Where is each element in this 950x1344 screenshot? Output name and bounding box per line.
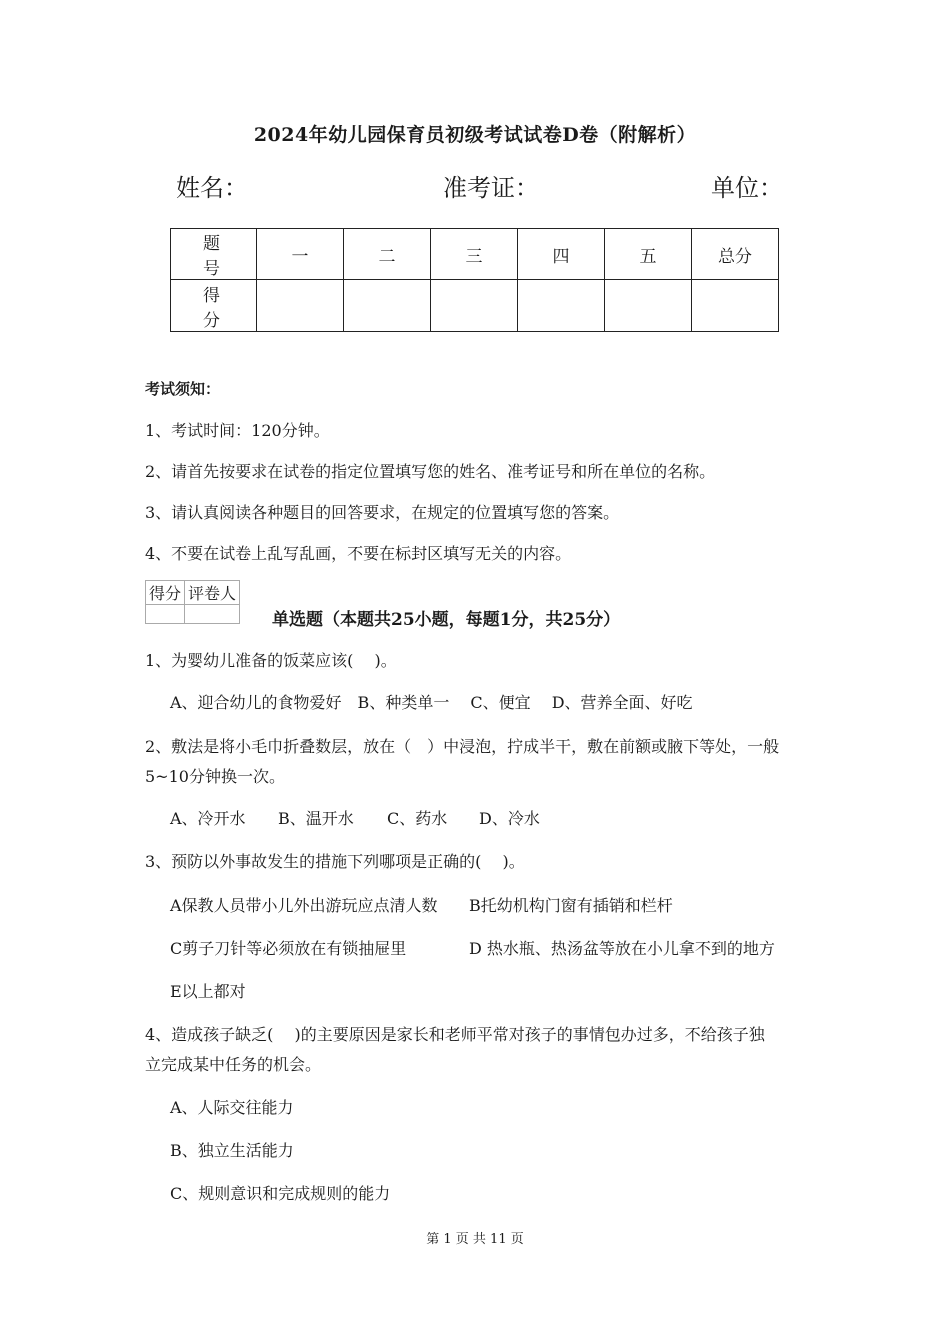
score-cell-3 <box>431 280 518 332</box>
name-label: 姓名： <box>176 174 248 202</box>
notice-item-3: 3、请认真阅读各种题目的回答要求，在规定的位置填写您的答案。 <box>145 503 620 522</box>
question-3: 3、预防以外事故发生的措施下列哪项是正确的( )。 <box>145 852 525 871</box>
question-4-line-2: 立完成某中任务的机会。 <box>145 1055 322 1074</box>
grader-box <box>145 580 240 624</box>
header-cell-5: 五 <box>605 229 692 280</box>
question-3-option-d: D 热水瓶、热汤盆等放在小儿拿不到的地方 <box>469 939 775 958</box>
section-title: 单选题（本题共25小题，每题1分，共25分） <box>272 610 621 630</box>
header-cell-3: 三 <box>431 229 518 280</box>
header-cell-total: 总分 <box>692 229 779 280</box>
page-footer: 第 1 页 共 11 页 <box>426 1232 524 1247</box>
unit-label: 单位： <box>711 174 783 202</box>
question-4-option-a: A、人际交往能力 <box>170 1098 294 1117</box>
score-table-score-row <box>171 280 779 332</box>
notice-item-4: 4、不要在试卷上乱写乱画，不要在标封区填写无关的内容。 <box>145 544 572 563</box>
header-cell-question-no: 题 号 <box>171 229 257 280</box>
notice-item-1: 1、考试时间：120分钟。 <box>145 421 330 440</box>
question-2-option-a: A、冷开水 <box>170 809 246 828</box>
grader-box-grader-cell <box>185 605 240 624</box>
header-cell-1: 一 <box>257 229 344 280</box>
question-3-option-e: E以上都对 <box>170 982 246 1001</box>
score-table <box>170 228 779 332</box>
notice-heading: 考试须知： <box>145 380 221 398</box>
grader-box-grader-label: 评卷人 <box>185 581 240 605</box>
question-2-option-b: B、温开水 <box>278 809 354 828</box>
question-2-option-d: D、冷水 <box>479 809 540 828</box>
question-2-line-1: 2、敷法是将小毛巾折叠数层，放在（ ）中浸泡，拧成半干，敷在前额或腋下等处，一般 <box>145 737 780 756</box>
question-3-option-b: B托幼机构门窗有插销和栏杆 <box>469 896 673 915</box>
question-2-line-2: 5~10分钟换一次。 <box>145 767 285 786</box>
score-cell-total <box>692 280 779 332</box>
score-table-header-row <box>171 229 779 280</box>
question-3-option-c: C剪子刀针等必须放在有锁抽屉里 <box>170 939 407 958</box>
question-4-option-b: B、独立生活能力 <box>170 1141 294 1160</box>
score-row-label: 得 分 <box>171 280 257 332</box>
question-2-option-c: C、药水 <box>387 809 448 828</box>
grader-box-score-cell <box>146 605 185 624</box>
header-cell-4: 四 <box>518 229 605 280</box>
question-1-options: A、迎合幼儿的食物爱好 B、种类单一 C、便宜 D、营养全面、好吃 <box>170 693 693 712</box>
score-cell-4 <box>518 280 605 332</box>
grader-box-score-label: 得分 <box>146 581 185 605</box>
exam-number-label: 准考证： <box>443 174 539 202</box>
page-title: 2024年幼儿园保育员初级考试试卷D卷（附解析） <box>253 124 697 146</box>
question-1: 1、为婴幼儿准备的饭菜应该( )。 <box>145 651 397 670</box>
score-cell-2 <box>344 280 431 332</box>
notice-item-2: 2、请首先按要求在试卷的指定位置填写您的姓名、准考证号和所在单位的名称。 <box>145 462 716 481</box>
score-cell-5 <box>605 280 692 332</box>
header-cell-2: 二 <box>344 229 431 280</box>
question-4-line-1: 4、造成孩子缺乏( )的主要原因是家长和老师平常对孩子的事情包办过多，不给孩子独 <box>145 1025 765 1044</box>
question-4-option-c: C、规则意识和完成规则的能力 <box>170 1184 391 1203</box>
question-3-option-a: A保教人员带小儿外出游玩应点清人数 <box>170 896 438 915</box>
